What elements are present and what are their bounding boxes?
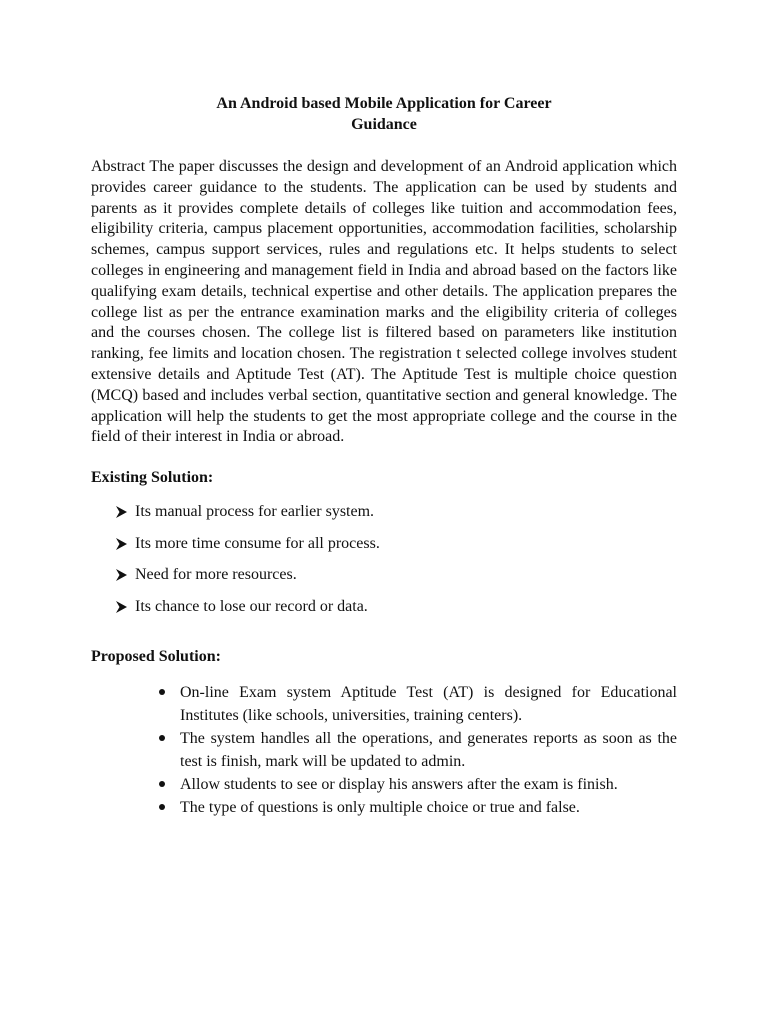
bullet-dot-icon [159,781,165,787]
document-page [91,93,677,819]
title-line-2: Guidance [351,116,417,133]
title-line-1: An Android based Mobile Application for Career [216,95,552,112]
abstract-paragraph: Abstract The paper discusses the design and development of an Android application which provides career guidance to the students. The application can be used by students and parents as it provides complete details of colleges like tuition and accommodation fees, eligibility criteria, campus placement opportunities, accommodation facilities, scholarship schemes, campus support services, rules and regulations etc. It helps students to select colleges in engineering and management field in India and abroad based on the factors like qualifying exam details, technical expertise and other details. The application prepares the college list as per the entrance examination marks and the eligibility criteria of colleges and the courses chosen. The college list is filtered based on parameters like institution ranking, fee limits and location chosen. The registration t selected college involves student extensive details and Aptitude Test (AT). The Aptitude Test is multiple choice question (MCQ) based and includes verbal section, quantitative section and general knowledge. The application will help the students to get the most appropriate college and the course in the field of their interest in India or abroad. [91,158,677,446]
arrow-bullet-icon [115,600,128,614]
list-item-text: On-line Exam system Aptitude Test (AT) is designed for Educational Institutes (like schools, universities, training centers). [180,683,677,724]
arrow-bullet-icon [115,568,128,582]
bullet-dot-icon [159,804,165,810]
proposed-solution-heading: Proposed Solution: [91,647,221,665]
list-item-text: Allow students to see or display his answers after the exam is finish. [180,775,618,793]
list-item-text: Its manual process for earlier system. [135,503,375,521]
list-item [180,773,677,796]
arrow-bullet-icon [115,505,128,519]
existing-solution-heading: Existing Solution: [91,469,214,487]
arrow-bullet-icon [115,537,128,551]
list-item-text: Need for more resources. [135,566,297,584]
list-item-text: The type of questions is only multiple choice or true and false. [180,798,580,816]
document-title [91,93,677,135]
list-item [180,681,677,727]
list-item [115,565,677,585]
list-item-text: Its chance to lose our record or data. [135,597,368,615]
proposed-solution-list [91,681,677,819]
bullet-dot-icon [159,735,165,741]
list-item [115,534,677,554]
list-item [180,727,677,773]
list-item [115,502,677,522]
existing-solution-list [91,502,677,617]
bullet-dot-icon [159,689,165,695]
list-item-text: The system handles all the operations, and generates reports as soon as the test is finish, mark will be updated to admin. [180,729,677,770]
list-item [115,597,677,617]
list-item-text: Its more time consume for all process. [135,534,380,552]
list-item [180,796,677,819]
